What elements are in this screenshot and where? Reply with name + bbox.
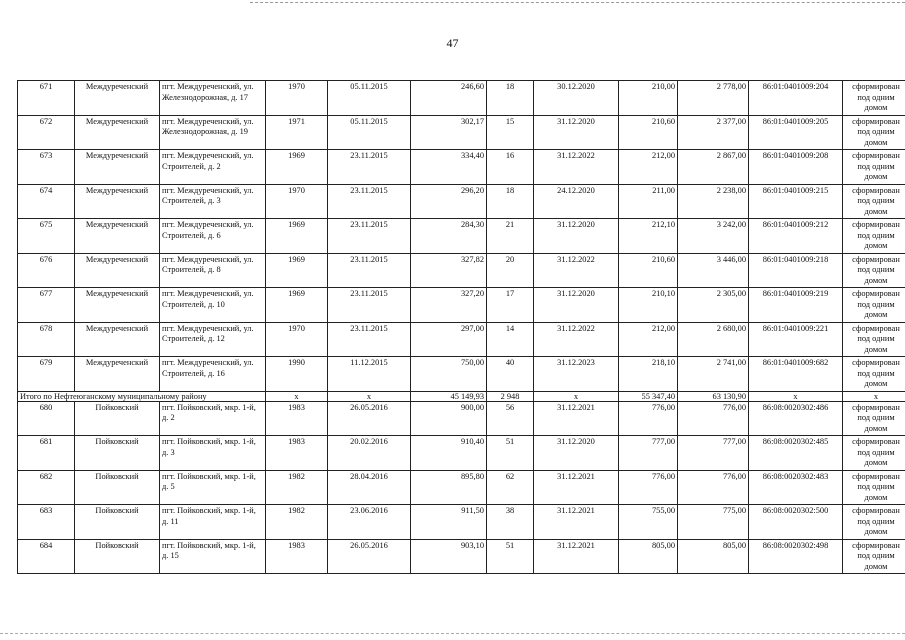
cell-status: сформирован под одним домом	[843, 219, 905, 254]
cell-cost-per-m2: 212,00	[619, 322, 678, 357]
cell-residents: 16	[487, 150, 534, 185]
cell-municipality: Пойковский	[75, 401, 160, 436]
cell-deadline: 24.12.2020	[534, 184, 619, 219]
registry-table	[17, 80, 905, 574]
cell-row-number: 672	[18, 115, 75, 150]
cell-total-cost: 2 778,00	[678, 81, 749, 116]
cell-year-built: 1970	[266, 322, 328, 357]
cell-municipality: Пойковский	[75, 539, 160, 574]
cell-cost-per-m2: 805,00	[619, 539, 678, 574]
cell-cost-per-m2: 218,10	[619, 357, 678, 392]
cell-registration-date: 23.11.2015	[328, 219, 411, 254]
cell-residents: 15	[487, 115, 534, 150]
cell-status: сформирован под одним домом	[843, 150, 905, 185]
total-deadline: х	[534, 391, 619, 401]
cell-registration-date: 23.06.2016	[328, 505, 411, 540]
table-row	[18, 184, 905, 219]
cell-status: сформирован под одним домом	[843, 115, 905, 150]
table-row	[18, 219, 905, 254]
scan-top-edge	[250, 2, 905, 3]
cell-cost-per-m2: 776,00	[619, 401, 678, 436]
cell-total-cost: 775,00	[678, 505, 749, 540]
cell-year-built: 1982	[266, 470, 328, 505]
cell-deadline: 31.12.2023	[534, 357, 619, 392]
cell-residents: 56	[487, 401, 534, 436]
cell-total-cost: 2 377,00	[678, 115, 749, 150]
cell-municipality: Пойковский	[75, 470, 160, 505]
total-total-cost: 63 130,90	[678, 391, 749, 401]
cell-area: 327,82	[411, 253, 487, 288]
cell-year-built: 1970	[266, 184, 328, 219]
cell-area: 296,20	[411, 184, 487, 219]
table-row	[18, 322, 905, 357]
cell-total-cost: 776,00	[678, 470, 749, 505]
cell-registration-date: 26.05.2016	[328, 539, 411, 574]
cell-total-cost: 3 446,00	[678, 253, 749, 288]
cell-municipality: Междуреченский	[75, 253, 160, 288]
cell-total-cost: 805,00	[678, 539, 749, 574]
cell-year-built: 1983	[266, 401, 328, 436]
cell-deadline: 31.12.2022	[534, 150, 619, 185]
cell-area: 910,40	[411, 436, 487, 471]
cell-registration-date: 11.12.2015	[328, 357, 411, 392]
cell-cadastral-number: 86:08:0020302:498	[749, 539, 843, 574]
cell-address: пгт. Междуреченский, ул. Строителей, д. 16	[160, 357, 266, 392]
cell-deadline: 31.12.2020	[534, 115, 619, 150]
cell-address: пгт. Междуреченский, ул. Строителей, д. 2	[160, 150, 266, 185]
cell-address: пгт. Междуреченский, ул. Строителей, д. 12	[160, 322, 266, 357]
cell-row-number: 682	[18, 470, 75, 505]
cell-cost-per-m2: 210,60	[619, 253, 678, 288]
cell-cost-per-m2: 210,00	[619, 81, 678, 116]
cell-deadline: 31.12.2020	[534, 436, 619, 471]
table-total-section	[18, 391, 905, 401]
cell-registration-date: 23.11.2015	[328, 184, 411, 219]
cell-cadastral-number: 86:01:0401009:221	[749, 322, 843, 357]
cell-status: сформирован под одним домом	[843, 436, 905, 471]
cell-row-number: 671	[18, 81, 75, 116]
cell-registration-date: 23.11.2015	[328, 322, 411, 357]
cell-address: пгт. Междуреченский, ул. Железнодорожная, д. 17	[160, 81, 266, 116]
cell-deadline: 31.12.2021	[534, 401, 619, 436]
cell-year-built: 1982	[266, 505, 328, 540]
cell-status: сформирован под одним домом	[843, 470, 905, 505]
table-row	[18, 436, 905, 471]
cell-total-cost: 2 680,00	[678, 322, 749, 357]
cell-status: сформирован под одним домом	[843, 401, 905, 436]
cell-residents: 51	[487, 436, 534, 471]
table-row	[18, 470, 905, 505]
cell-total-cost: 2 238,00	[678, 184, 749, 219]
cell-address: пгт. Междуреченский, ул. Строителей, д. 10	[160, 288, 266, 323]
cell-year-built: 1990	[266, 357, 328, 392]
cell-status: сформирован под одним домом	[843, 81, 905, 116]
total-cadastral: х	[749, 391, 843, 401]
table-row	[18, 150, 905, 185]
cell-registration-date: 20.02.2016	[328, 436, 411, 471]
cell-total-cost: 2 305,00	[678, 288, 749, 323]
cell-row-number: 679	[18, 357, 75, 392]
cell-status: сформирован под одним домом	[843, 184, 905, 219]
cell-residents: 20	[487, 253, 534, 288]
table-body-before-total	[18, 81, 905, 392]
table-row	[18, 81, 905, 116]
total-cost-per-m2: 55 347,40	[619, 391, 678, 401]
cell-cadastral-number: 86:08:0020302:485	[749, 436, 843, 471]
cell-year-built: 1971	[266, 115, 328, 150]
cell-total-cost: 3 242,00	[678, 219, 749, 254]
cell-cadastral-number: 86:01:0401009:205	[749, 115, 843, 150]
cell-address: пгт. Междуреченский, ул. Строителей, д. 6	[160, 219, 266, 254]
cell-residents: 62	[487, 470, 534, 505]
cell-row-number: 676	[18, 253, 75, 288]
cell-status: сформирован под одним домом	[843, 288, 905, 323]
cell-row-number: 674	[18, 184, 75, 219]
cell-year-built: 1970	[266, 81, 328, 116]
table-row	[18, 505, 905, 540]
cell-residents: 21	[487, 219, 534, 254]
cell-area: 903,10	[411, 539, 487, 574]
cell-deadline: 31.12.2021	[534, 539, 619, 574]
cell-row-number: 683	[18, 505, 75, 540]
cell-cadastral-number: 86:01:0401009:204	[749, 81, 843, 116]
cell-deadline: 31.12.2022	[534, 253, 619, 288]
cell-cost-per-m2: 777,00	[619, 436, 678, 471]
cell-row-number: 673	[18, 150, 75, 185]
cell-area: 334,40	[411, 150, 487, 185]
cell-cadastral-number: 86:08:0020302:486	[749, 401, 843, 436]
table-body-after-total	[18, 401, 905, 574]
total-residents: 2 948	[487, 391, 534, 401]
cell-area: 900,00	[411, 401, 487, 436]
cell-address: пгт. Пойковский, мкр. 1-й, д. 2	[160, 401, 266, 436]
cell-year-built: 1969	[266, 219, 328, 254]
cell-residents: 18	[487, 81, 534, 116]
cell-municipality: Пойковский	[75, 505, 160, 540]
cell-area: 895,80	[411, 470, 487, 505]
cell-cost-per-m2: 212,00	[619, 150, 678, 185]
cell-residents: 38	[487, 505, 534, 540]
cell-total-cost: 2 867,00	[678, 150, 749, 185]
cell-municipality: Междуреченский	[75, 184, 160, 219]
cell-cadastral-number: 86:08:0020302:483	[749, 470, 843, 505]
cell-row-number: 680	[18, 401, 75, 436]
cell-municipality: Междуреченский	[75, 357, 160, 392]
cell-status: сформирован под одним домом	[843, 357, 905, 392]
cell-address: пгт. Междуреченский, ул. Железнодорожная, д. 19	[160, 115, 266, 150]
cell-municipality: Междуреченский	[75, 288, 160, 323]
cell-registration-date: 05.11.2015	[328, 115, 411, 150]
total-date: х	[328, 391, 411, 401]
table-row	[18, 539, 905, 574]
cell-registration-date: 23.11.2015	[328, 288, 411, 323]
cell-address: пгт. Пойковский, мкр. 1-й, д. 11	[160, 505, 266, 540]
cell-cost-per-m2: 211,00	[619, 184, 678, 219]
scan-bottom-edge	[0, 633, 905, 634]
cell-address: пгт. Пойковский, мкр. 1-й, д. 15	[160, 539, 266, 574]
cell-area: 302,17	[411, 115, 487, 150]
table-row	[18, 401, 905, 436]
cell-municipality: Междуреченский	[75, 219, 160, 254]
cell-year-built: 1969	[266, 253, 328, 288]
cell-row-number: 678	[18, 322, 75, 357]
cell-municipality: Пойковский	[75, 436, 160, 471]
cell-municipality: Междуреченский	[75, 322, 160, 357]
table-row	[18, 115, 905, 150]
cell-address: пгт. Пойковский, мкр. 1-й, д. 3	[160, 436, 266, 471]
cell-deadline: 31.12.2020	[534, 219, 619, 254]
cell-address: пгт. Междуреченский, ул. Строителей, д. 3	[160, 184, 266, 219]
cell-municipality: Междуреченский	[75, 81, 160, 116]
cell-deadline: 30.12.2020	[534, 81, 619, 116]
cell-year-built: 1983	[266, 539, 328, 574]
cell-area: 246,60	[411, 81, 487, 116]
cell-cadastral-number: 86:01:0401009:212	[749, 219, 843, 254]
cell-status: сформирован под одним домом	[843, 253, 905, 288]
cell-year-built: 1983	[266, 436, 328, 471]
cell-residents: 14	[487, 322, 534, 357]
table-row	[18, 288, 905, 323]
cell-residents: 18	[487, 184, 534, 219]
cell-cadastral-number: 86:08:0020302:500	[749, 505, 843, 540]
cell-row-number: 681	[18, 436, 75, 471]
cell-status: сформирован под одним домом	[843, 505, 905, 540]
cell-cost-per-m2: 776,00	[619, 470, 678, 505]
total-row	[18, 391, 905, 401]
cell-municipality: Междуреченский	[75, 115, 160, 150]
cell-address: пгт. Пойковский, мкр. 1-й, д. 5	[160, 470, 266, 505]
cell-registration-date: 23.11.2015	[328, 150, 411, 185]
cell-deadline: 31.12.2021	[534, 505, 619, 540]
cell-deadline: 31.12.2020	[534, 288, 619, 323]
total-label: Итого по Нефтеюганскому муниципальному району	[18, 391, 266, 401]
cell-area: 911,50	[411, 505, 487, 540]
cell-cost-per-m2: 210,10	[619, 288, 678, 323]
cell-registration-date: 05.11.2015	[328, 81, 411, 116]
cell-address: пгт. Междуреченский, ул. Строителей, д. 8	[160, 253, 266, 288]
cell-area: 297,00	[411, 322, 487, 357]
table-row	[18, 253, 905, 288]
cell-cost-per-m2: 210,60	[619, 115, 678, 150]
cell-deadline: 31.12.2022	[534, 322, 619, 357]
cell-row-number: 675	[18, 219, 75, 254]
cell-area: 284,30	[411, 219, 487, 254]
cell-residents: 17	[487, 288, 534, 323]
total-area: 45 149,93	[411, 391, 487, 401]
total-year: х	[266, 391, 328, 401]
cell-cadastral-number: 86:01:0401009:682	[749, 357, 843, 392]
cell-area: 327,20	[411, 288, 487, 323]
cell-cadastral-number: 86:01:0401009:218	[749, 253, 843, 288]
cell-cadastral-number: 86:01:0401009:208	[749, 150, 843, 185]
cell-cadastral-number: 86:01:0401009:215	[749, 184, 843, 219]
total-status: х	[843, 391, 905, 401]
cell-total-cost: 776,00	[678, 401, 749, 436]
cell-row-number: 677	[18, 288, 75, 323]
cell-registration-date: 26.05.2016	[328, 401, 411, 436]
cell-area: 750,00	[411, 357, 487, 392]
cell-registration-date: 23.11.2015	[328, 253, 411, 288]
cell-year-built: 1969	[266, 288, 328, 323]
cell-year-built: 1969	[266, 150, 328, 185]
cell-cadastral-number: 86:01:0401009:219	[749, 288, 843, 323]
table-row	[18, 357, 905, 392]
cell-residents: 40	[487, 357, 534, 392]
cell-row-number: 684	[18, 539, 75, 574]
cell-status: сформирован под одним домом	[843, 539, 905, 574]
cell-cost-per-m2: 755,00	[619, 505, 678, 540]
page-number: 47	[446, 36, 459, 50]
cell-total-cost: 2 741,00	[678, 357, 749, 392]
cell-cost-per-m2: 212,10	[619, 219, 678, 254]
cell-total-cost: 777,00	[678, 436, 749, 471]
cell-registration-date: 28.04.2016	[328, 470, 411, 505]
cell-residents: 51	[487, 539, 534, 574]
cell-deadline: 31.12.2021	[534, 470, 619, 505]
cell-municipality: Междуреченский	[75, 150, 160, 185]
cell-status: сформирован под одним домом	[843, 322, 905, 357]
